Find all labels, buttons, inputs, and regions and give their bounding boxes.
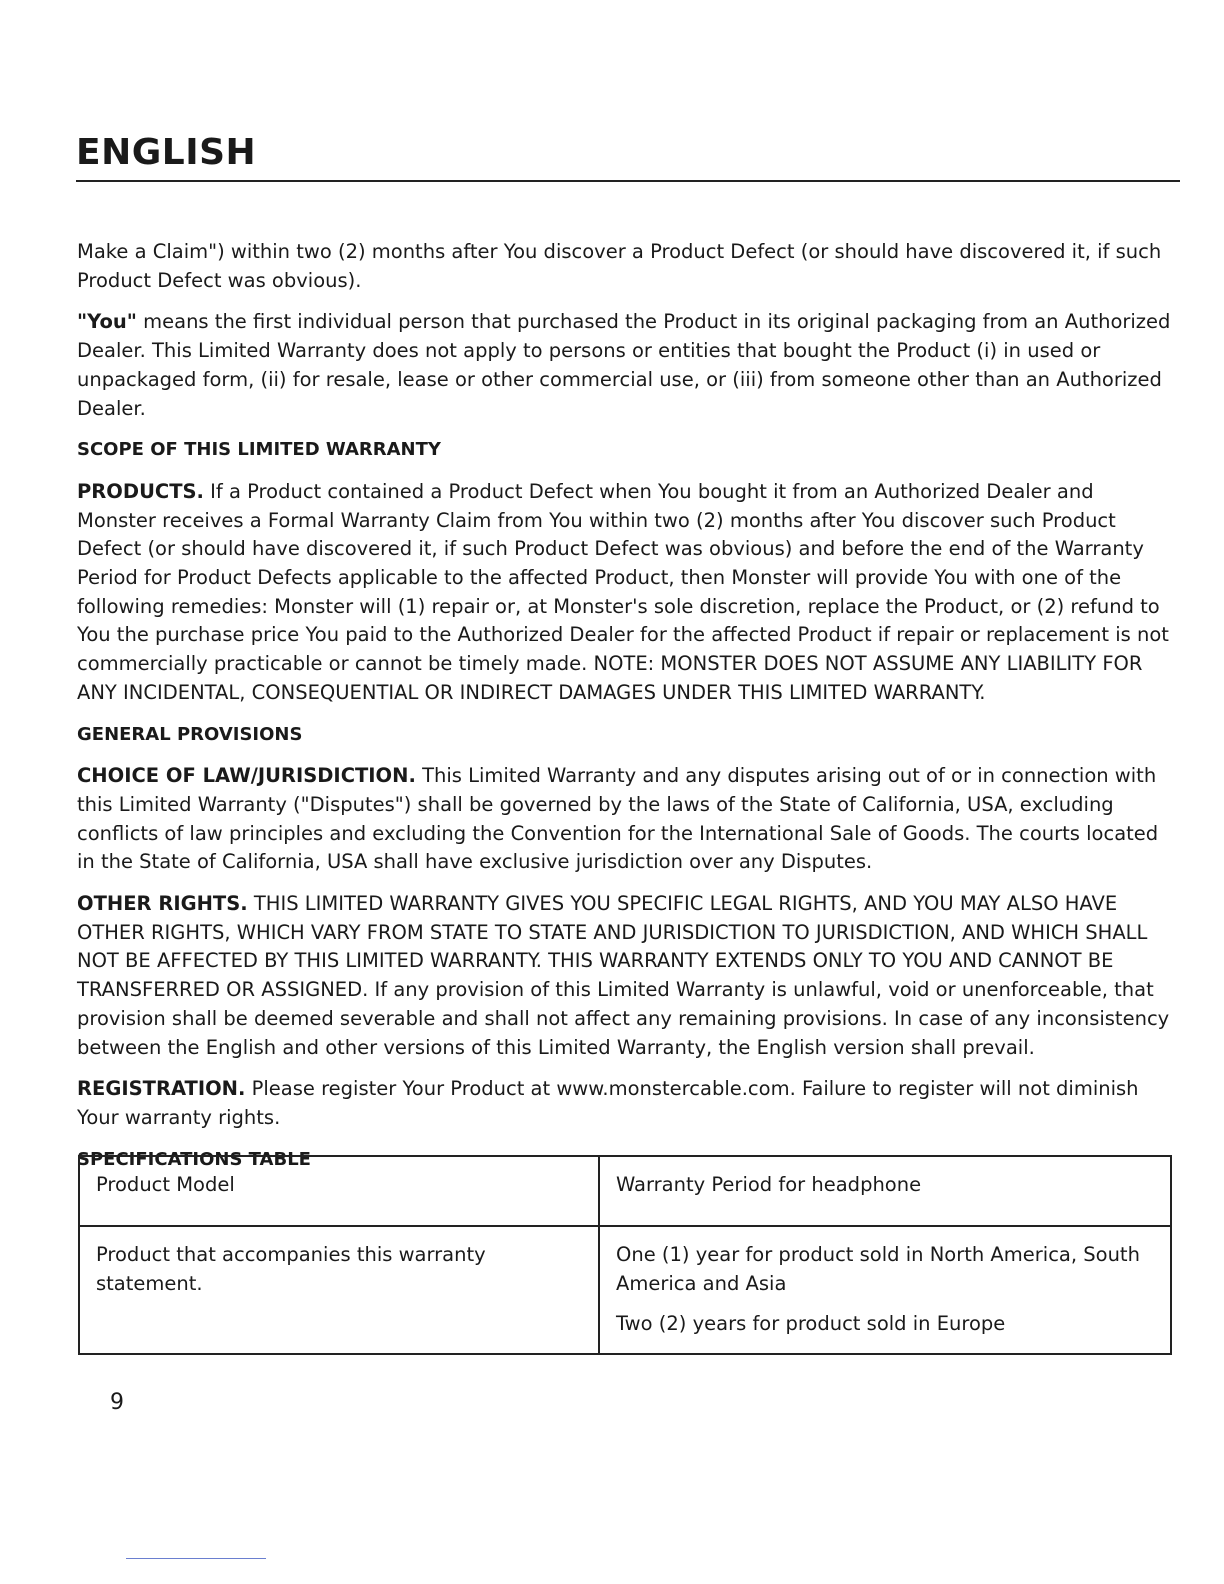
warranty-period-americas-asia: One (1) year for product sold in North America, South America and Asia xyxy=(616,1243,1140,1295)
title-divider xyxy=(76,180,1180,182)
products-paragraph xyxy=(77,478,1177,708)
general-provisions-heading: GENERAL PROVISIONS xyxy=(77,723,303,745)
you-definition-text: means the first individual person that purchased the Product in its original packaging from an Authorized Dealer. This Limited Warranty does not apply to persons or entities that bought the Product (i) in used or unpackaged form, (ii) for resale, lease or other commercial use, or (iii) from someone other than an Authorized Dealer. xyxy=(77,310,1171,420)
table-header-row xyxy=(79,1156,1171,1226)
page-title: ENGLISH xyxy=(76,132,257,173)
header-product-model: Product Model xyxy=(79,1156,599,1226)
specifications-table xyxy=(78,1155,1172,1355)
registration-paragraph xyxy=(77,1075,1177,1132)
scope-heading: SCOPE OF THIS LIMITED WARRANTY xyxy=(77,439,441,461)
products-lead: PRODUCTS. xyxy=(77,479,204,503)
warranty-period-europe: Two (2) years for product sold in Europe xyxy=(616,1312,1006,1336)
page-number: 9 xyxy=(110,1390,124,1415)
other-rights-paragraph xyxy=(77,890,1177,1062)
registration-lead: REGISTRATION. xyxy=(77,1077,246,1101)
products-text: If a Product contained a Product Defect when You bought it from an Authorized Dealer and Monster receives a Formal Warranty Claim from You within two (2) months after You discover such Product Defect (or should have discovered it, if such Product Defect was obvious) and before the end of the Warranty Period for Product Defects applicable to the affected Product, then Monster will provide You with one of the following remedies: Monster will (1) repair or, at Monster's sole discretion, replace the Product, or (2) refund to You the purchase price You paid to the Authorized Dealer for the affected Product if repair or replacement is not commercially practicable or cannot be timely made. NOTE: MONSTER DOES NOT ASSUME ANY LIABILITY FOR ANY INCIDENTAL, CONSEQUENTIAL OR INDIRECT DAMAGES UNDER THIS LIMITED WARRANTY. xyxy=(77,479,1169,704)
claim-paragraph: Make a Claim") within two (2) months after You discover a Product Defect (or should have discovered it, if such Product Defect was obvious). xyxy=(77,240,1162,292)
cell-product-model: Product that accompanies this warranty statement. xyxy=(79,1226,599,1354)
you-definition-paragraph xyxy=(77,308,1177,423)
other-rights-text: THIS LIMITED WARRANTY GIVES YOU SPECIFIC LEGAL RIGHTS, AND YOU MAY ALSO HAVE OTHER RIGHTS, WHICH VARY FROM STATE TO STATE AND JURISDICTION TO JURISDICTION, AND WHICH SHALL NOT BE AFFECTED BY THIS LIMITED WARRANTY. THIS WARRANTY EXTENDS ONLY TO YOU AND CANNOT BE TRANSFERRED OR ASSIGNED. If any provision of this Limited Warranty is unlawful, void or unenforceable, that provision shall be deemed severable and shall not affect any remaining provisions. In case of any inconsistency between the English and other versions of this Limited Warranty, the English version shall prevail. xyxy=(77,892,1170,1059)
cell-warranty-periods xyxy=(599,1226,1171,1354)
registration-text: Please register Your Product at www.monstercable.com. Failure to register will not diminish Your warranty rights. xyxy=(77,1077,1139,1129)
specifications-heading: SPECIFICATIONS TABLE xyxy=(77,1148,311,1170)
choice-of-law-paragraph xyxy=(77,762,1177,877)
choice-of-law-lead: CHOICE OF LAW/JURISDICTION. xyxy=(77,764,416,788)
choice-of-law-text: This Limited Warranty and any disputes arising out of or in connection with this Limited Warranty ("Disputes") shall be governed by the laws of the State of California, USA, excluding conflicts of law principles and excluding the Convention for the International Sale of Goods. The courts located in the State of California, USA shall have exclusive jurisdiction over any Disputes. xyxy=(77,764,1159,874)
header-warranty-period: Warranty Period for headphone xyxy=(599,1156,1171,1226)
other-rights-lead: OTHER RIGHTS. xyxy=(77,892,248,916)
table-row xyxy=(79,1226,1171,1354)
bottom-divider xyxy=(126,1558,266,1559)
you-term: "You" xyxy=(77,310,137,334)
warranty-body xyxy=(77,238,1177,1187)
